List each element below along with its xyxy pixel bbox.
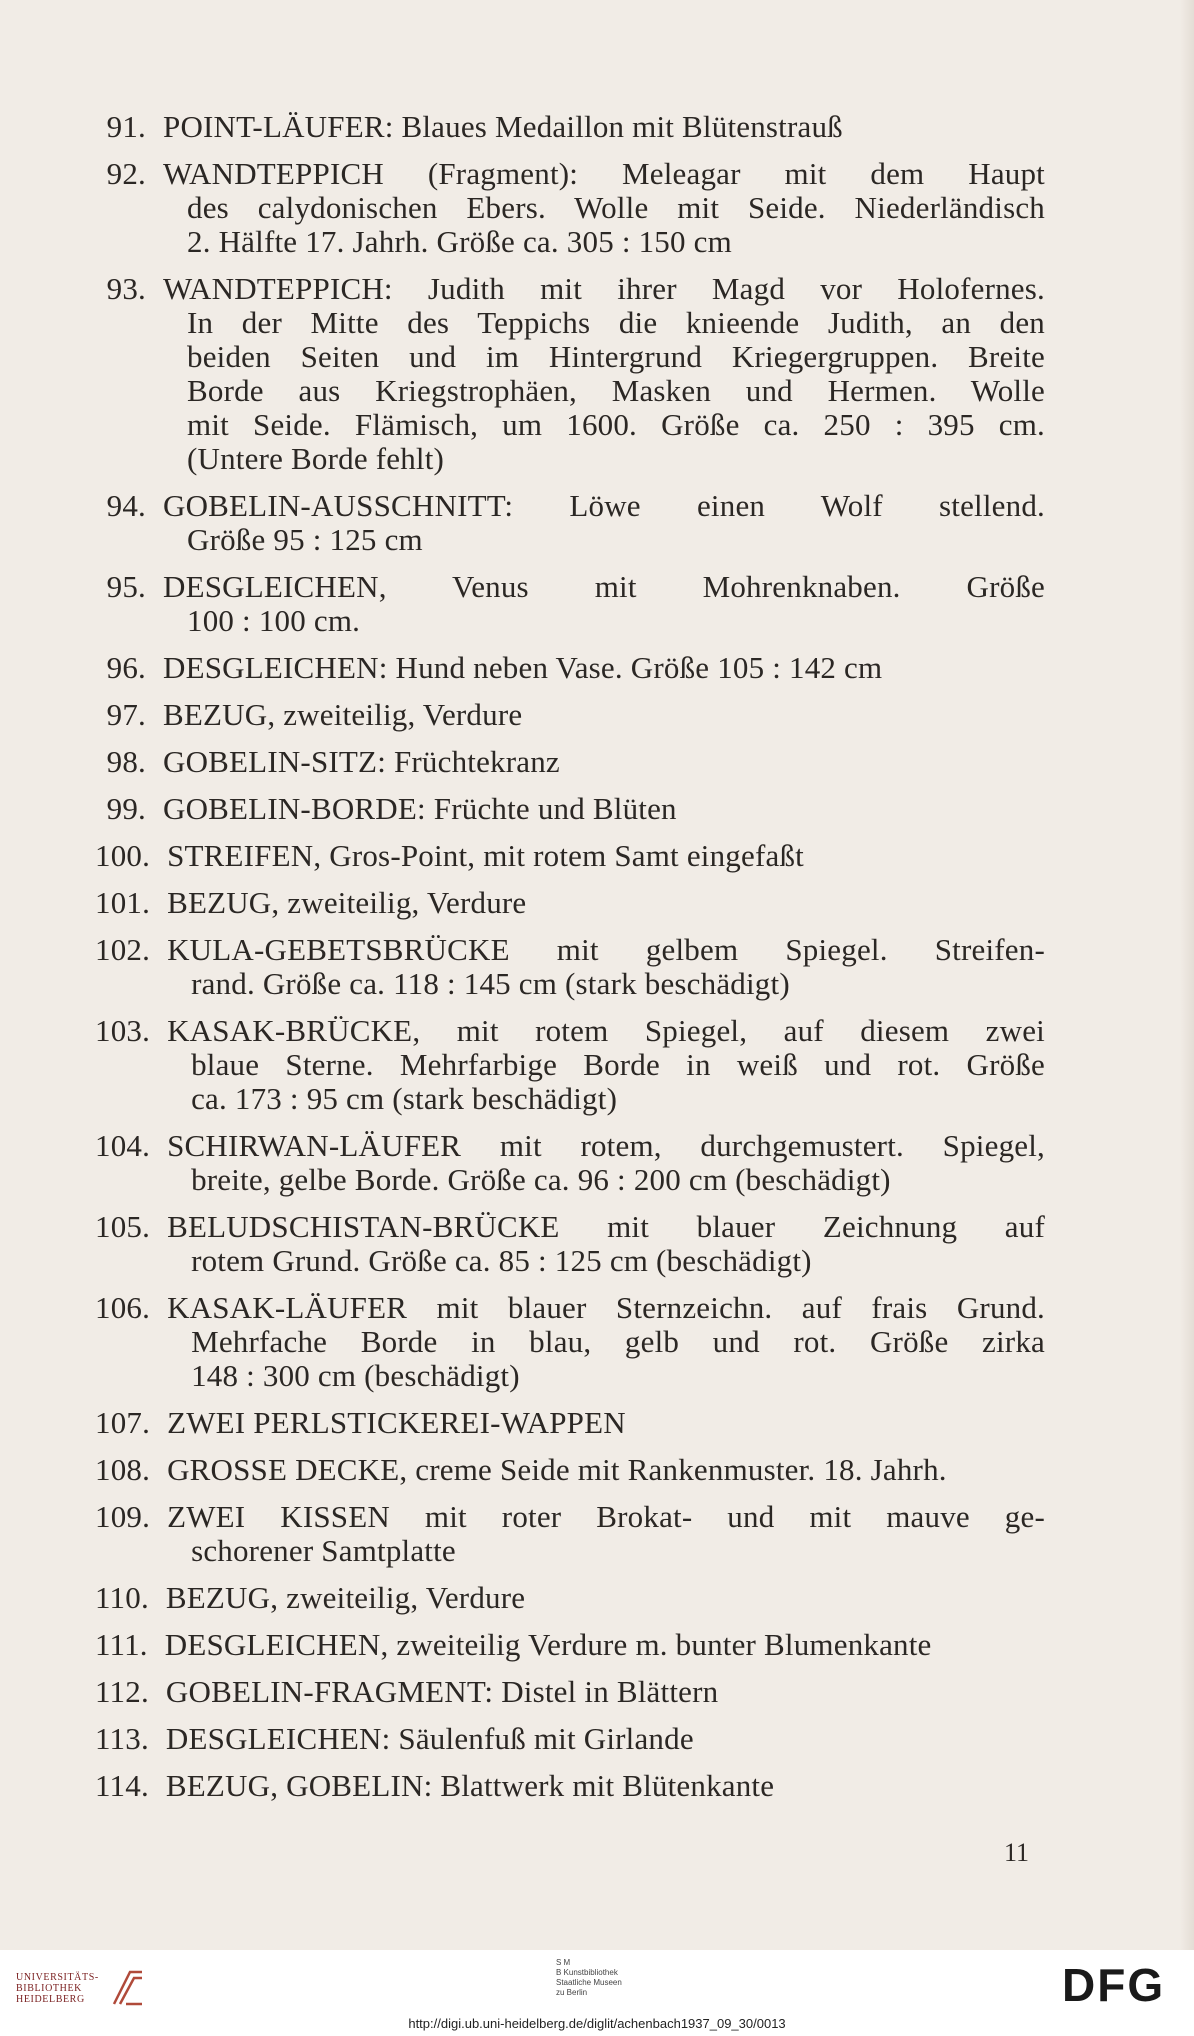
entry-number: 102. [95, 932, 151, 967]
entry-line: Mehrfache Borde in blau, gelb und rot. Größe zirka [191, 1324, 1045, 1359]
page-number: 11 [1004, 1838, 1030, 1867]
entry-line: rotem Grund. Größe ca. 85 : 125 cm (beschädigt) [191, 1243, 812, 1278]
catalog-entry [95, 1129, 1045, 1197]
catalog-entry [95, 1406, 1045, 1440]
library-logo-line: BIBLIOTHEK [16, 1983, 82, 1994]
entry-text [155, 792, 1045, 826]
entry-line: DESGLEICHEN: Hund neben Vase. Größe 105 : 142 cm [163, 650, 883, 685]
entry-text [159, 1453, 1045, 1487]
entry-line: KASAK-BRÜCKE, mit rotem Spiegel, auf diesem zwei [167, 1013, 1045, 1048]
entry-number: 111. [95, 1627, 148, 1662]
dfg-logo[interactable]: DFG [1062, 1959, 1166, 2011]
entry-number: 109. [95, 1499, 151, 1534]
entry-number: 108. [95, 1452, 151, 1487]
catalog-entry [95, 1500, 1045, 1568]
entry-text [159, 839, 1045, 873]
entry-text [159, 1210, 1045, 1278]
entry-number: 103. [95, 1013, 151, 1048]
catalog-entry [95, 570, 1045, 638]
entry-line: GOBELIN-AUSSCHNITT: Löwe einen Wolf stellend. [163, 488, 1045, 523]
entry-line: schorener Samtplatte [191, 1533, 456, 1568]
entry-line: ca. 173 : 95 cm (stark beschädigt) [191, 1081, 618, 1116]
catalog-entry [95, 1628, 1045, 1662]
entry-line: KASAK-LÄUFER mit blauer Sternzeichn. auf frais Grund. [167, 1290, 1045, 1325]
entry-text [159, 933, 1045, 1001]
catalog-entries [95, 110, 1045, 1816]
entry-line: GOBELIN-SITZ: Früchtekranz [163, 744, 560, 779]
entry-line: Borde aus Kriegstrophäen, Masken und Hermen. Wolle [187, 373, 1045, 408]
entry-line: DESGLEICHEN: Säulenfuß mit Girlande [165, 1721, 694, 1756]
entry-text [158, 1581, 1045, 1615]
catalog-entry [95, 272, 1045, 476]
catalog-entry [95, 1291, 1045, 1393]
entry-number: 99. [106, 791, 146, 826]
entry-line: blaue Sterne. Mehrfarbige Borde in weiß und rot. Größe [191, 1047, 1045, 1082]
entry-number: 113. [95, 1721, 149, 1756]
stamp-line: zu Berlin [556, 1988, 588, 1997]
entry-line: ZWEI KISSEN mit roter Brokat- und mit mauve ge- [167, 1499, 1045, 1534]
entry-number: 114. [95, 1768, 149, 1803]
stamp-line: B Kunstbibliothek [556, 1968, 618, 1977]
catalog-entry [95, 110, 1045, 144]
entry-line: WANDTEPPICH: Judith mit ihrer Magd vor Holofernes. [163, 271, 1045, 306]
entry-text [159, 1406, 1045, 1440]
catalog-entry [95, 1210, 1045, 1278]
entry-number: 94. [106, 488, 146, 523]
entry-line: mit Seide. Flämisch, um 1600. Größe ca. 250 : 395 cm. [187, 407, 1045, 442]
entry-number: 106. [95, 1290, 151, 1325]
entry-line: KULA-GEBETSBRÜCKE mit gelbem Spiegel. Streifen- [167, 932, 1045, 967]
entry-number: 95. [106, 569, 146, 604]
entry-text [159, 1129, 1045, 1197]
catalog-entry [95, 489, 1045, 557]
entry-text [155, 570, 1045, 638]
entry-line: WANDTEPPICH (Fragment): Meleagar mit dem Haupt [163, 156, 1045, 191]
stamp-line: Staatliche Museen [556, 1978, 622, 1987]
catalog-entry [95, 157, 1045, 259]
entry-line: DESGLEICHEN, Venus mit Mohrenknaben. Größe [163, 569, 1045, 604]
entry-line: beiden Seiten und im Hintergrund Kriegergruppen. Breite [187, 339, 1045, 374]
entry-line: (Untere Borde fehlt) [187, 441, 445, 476]
library-logo[interactable] [16, 1972, 99, 2005]
entry-line: BEZUG, GOBELIN: Blattwerk mit Blütenkante [165, 1768, 775, 1803]
digitization-footer [0, 1950, 1194, 2036]
entry-line: GOBELIN-FRAGMENT: Distel in Blättern [165, 1674, 719, 1709]
library-logo-line: HEIDELBERG [16, 1994, 85, 2005]
entry-line: POINT-LÄUFER: Blaues Medaillon mit Blütenstrauß [163, 109, 843, 144]
entry-text [158, 1675, 1045, 1709]
entry-line: Größe 95 : 125 cm [187, 522, 423, 557]
entry-line: STREIFEN, Gros-Point, mit rotem Samt eingefaßt [167, 838, 804, 873]
entry-number: 96. [106, 650, 146, 685]
entry-number: 100. [95, 838, 151, 873]
entry-number: 105. [95, 1209, 151, 1244]
entry-line: BELUDSCHISTAN-BRÜCKE mit blauer Zeichnung auf [167, 1209, 1045, 1244]
entry-number: 112. [95, 1674, 149, 1709]
entry-line: 100 : 100 cm. [187, 603, 361, 638]
catalog-entry [95, 1453, 1045, 1487]
entry-text [159, 1014, 1045, 1116]
catalog-entry [95, 745, 1045, 779]
entry-text [155, 272, 1045, 476]
entry-line: DESGLEICHEN, zweiteilig Verdure m. bunter Blumenkante [164, 1627, 932, 1662]
entry-number: 107. [95, 1405, 151, 1440]
entry-text [159, 1500, 1045, 1568]
entry-text [158, 1722, 1045, 1756]
catalog-entry [95, 651, 1045, 685]
page-url-link[interactable]: http://digi.ub.uni-heidelberg.de/diglit/achenbach1937_09_30/0013 [408, 2016, 786, 2031]
entry-text [155, 698, 1045, 732]
entry-text [155, 110, 1045, 144]
heidelberg-library-mark-icon [108, 1964, 148, 2010]
entry-number: 93. [106, 271, 146, 306]
catalog-entry [95, 886, 1045, 920]
catalog-entry [95, 839, 1045, 873]
entry-line: In der Mitte des Teppichs die knieende Judith, an den [187, 305, 1045, 340]
catalog-entry [95, 1581, 1045, 1615]
catalog-entry [95, 1769, 1045, 1803]
entry-line: des calydonischen Ebers. Wolle mit Seide. Niederländisch [187, 190, 1045, 225]
catalog-entry [95, 792, 1045, 826]
entry-number: 104. [95, 1128, 151, 1163]
catalog-entry [95, 1722, 1045, 1756]
entry-line: SCHIRWAN-LÄUFER mit rotem, durchgemustert. Spiegel, [167, 1128, 1045, 1163]
entry-number: 92. [106, 156, 146, 191]
entry-text [157, 1628, 1045, 1662]
entry-number: 98. [106, 744, 146, 779]
catalog-entry [95, 698, 1045, 732]
entry-text [155, 489, 1045, 557]
entry-line: BEZUG, zweiteilig, Verdure [163, 697, 523, 732]
stamp-line: S M [556, 1958, 571, 1967]
entry-number: 97. [106, 697, 146, 732]
catalog-entry [95, 933, 1045, 1001]
entry-number: 91. [106, 109, 146, 144]
entry-line: 148 : 300 cm (beschädigt) [191, 1358, 520, 1393]
entry-line: ZWEI PERLSTICKEREI-WAPPEN [167, 1405, 626, 1440]
entry-line: 2. Hälfte 17. Jahrh. Größe ca. 305 : 150 cm [187, 224, 732, 259]
entry-text [158, 1769, 1045, 1803]
entry-number: 110. [95, 1580, 149, 1615]
entry-line: rand. Größe ca. 118 : 145 cm (stark beschädigt) [191, 966, 790, 1001]
entry-text [159, 1291, 1045, 1393]
catalog-entry [95, 1675, 1045, 1709]
entry-text [155, 157, 1045, 259]
museum-stamp [556, 1958, 622, 1998]
entry-line: GROSSE DECKE, creme Seide mit Rankenmuster. 18. Jahrh. [167, 1452, 947, 1487]
library-logo-line: UNIVERSITÄTS- [16, 1972, 99, 1983]
catalog-entry [95, 1014, 1045, 1116]
entry-line: breite, gelbe Borde. Größe ca. 96 : 200 cm (beschädigt) [191, 1162, 891, 1197]
entry-line: GOBELIN-BORDE: Früchte und Blüten [163, 791, 677, 826]
entry-text [155, 651, 1045, 685]
entry-line: BEZUG, zweiteilig, Verdure [167, 885, 527, 920]
entry-line: BEZUG, zweiteilig, Verdure [165, 1580, 526, 1615]
entry-text [159, 886, 1045, 920]
entry-number: 101. [95, 885, 151, 920]
entry-text [155, 745, 1045, 779]
